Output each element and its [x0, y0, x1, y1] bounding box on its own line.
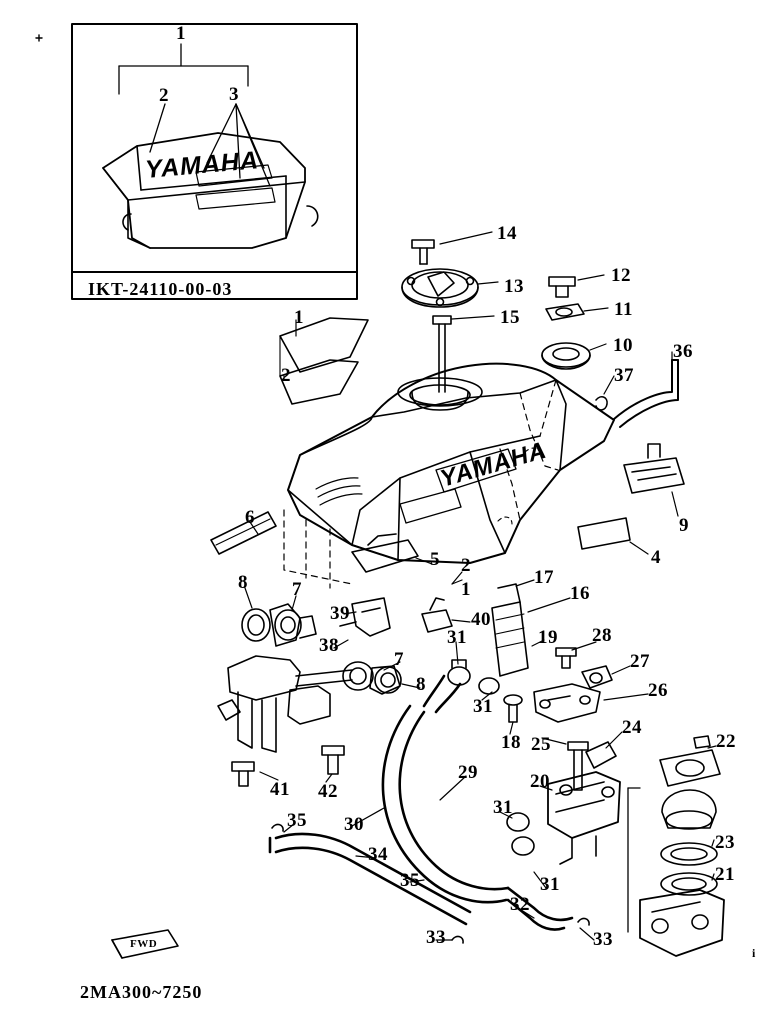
sheet-code: 2MA300~7250 [80, 982, 203, 1002]
callout-36: 36 [673, 341, 693, 362]
callout-8-upper: 8 [238, 572, 248, 593]
callout-31-b: 31 [473, 696, 493, 717]
callout-39: 39 [330, 603, 350, 624]
callout-1-lower: 1 [461, 579, 471, 600]
callout-17: 17 [534, 567, 554, 588]
callout-15: 15 [500, 307, 520, 328]
callout-2-lower: 2 [461, 555, 471, 576]
callout-42: 42 [318, 781, 338, 802]
callout-23: 23 [715, 832, 735, 853]
callout-20: 20 [530, 771, 550, 792]
inset-callout-2: 2 [159, 85, 169, 106]
callout-25: 25 [531, 734, 551, 755]
callout-16: 16 [570, 583, 590, 604]
callout-28: 28 [592, 625, 612, 646]
callout-35-a: 35 [287, 810, 307, 831]
callout-31-c: 31 [493, 797, 513, 818]
callout-4: 4 [651, 547, 661, 568]
callout-24: 24 [622, 717, 642, 738]
callout-8-lower: 8 [416, 674, 426, 695]
callout-21: 21 [715, 864, 735, 885]
callout-35-b: 35 [400, 870, 420, 891]
callout-26: 26 [648, 680, 668, 701]
callout-14: 14 [497, 223, 517, 244]
callout-32: 32 [510, 894, 530, 915]
callout-2-upper: 2 [281, 365, 291, 386]
callout-40: 40 [471, 609, 491, 630]
callout-33-b: 33 [593, 929, 613, 950]
callout-31-a: 31 [447, 627, 467, 648]
callout-1-upper: 1 [294, 307, 304, 328]
svg-text:YAMAHA: YAMAHA [144, 146, 260, 184]
callout-9: 9 [679, 515, 689, 536]
callout-13: 13 [504, 276, 524, 297]
callout-7-upper: 7 [292, 579, 302, 600]
callout-37: 37 [614, 365, 634, 386]
corner-mark: i [752, 946, 756, 960]
callout-10: 10 [613, 335, 633, 356]
callout-12: 12 [611, 265, 631, 286]
svg-text:YAMAHA: YAMAHA [437, 436, 550, 493]
callout-27: 27 [630, 651, 650, 672]
inset-callout-1: 1 [176, 23, 186, 44]
callout-19: 19 [538, 627, 558, 648]
callout-34: 34 [368, 844, 388, 865]
callout-7-lower: 7 [394, 649, 404, 670]
callout-30: 30 [344, 814, 364, 835]
inset-caption: IKT-24110-00-03 [88, 279, 233, 299]
callout-5: 5 [430, 549, 440, 570]
callout-29: 29 [458, 762, 478, 783]
callout-41: 41 [270, 779, 290, 800]
callout-22: 22 [716, 731, 736, 752]
inset-callout-3: 3 [229, 84, 239, 105]
callout-18: 18 [501, 732, 521, 753]
callout-33-a: 33 [426, 927, 446, 948]
callout-31-d: 31 [540, 874, 560, 895]
callout-11: 11 [614, 299, 633, 320]
fwd-direction-label: FWD [130, 938, 158, 950]
callout-6: 6 [245, 507, 255, 528]
callout-38: 38 [319, 635, 339, 656]
